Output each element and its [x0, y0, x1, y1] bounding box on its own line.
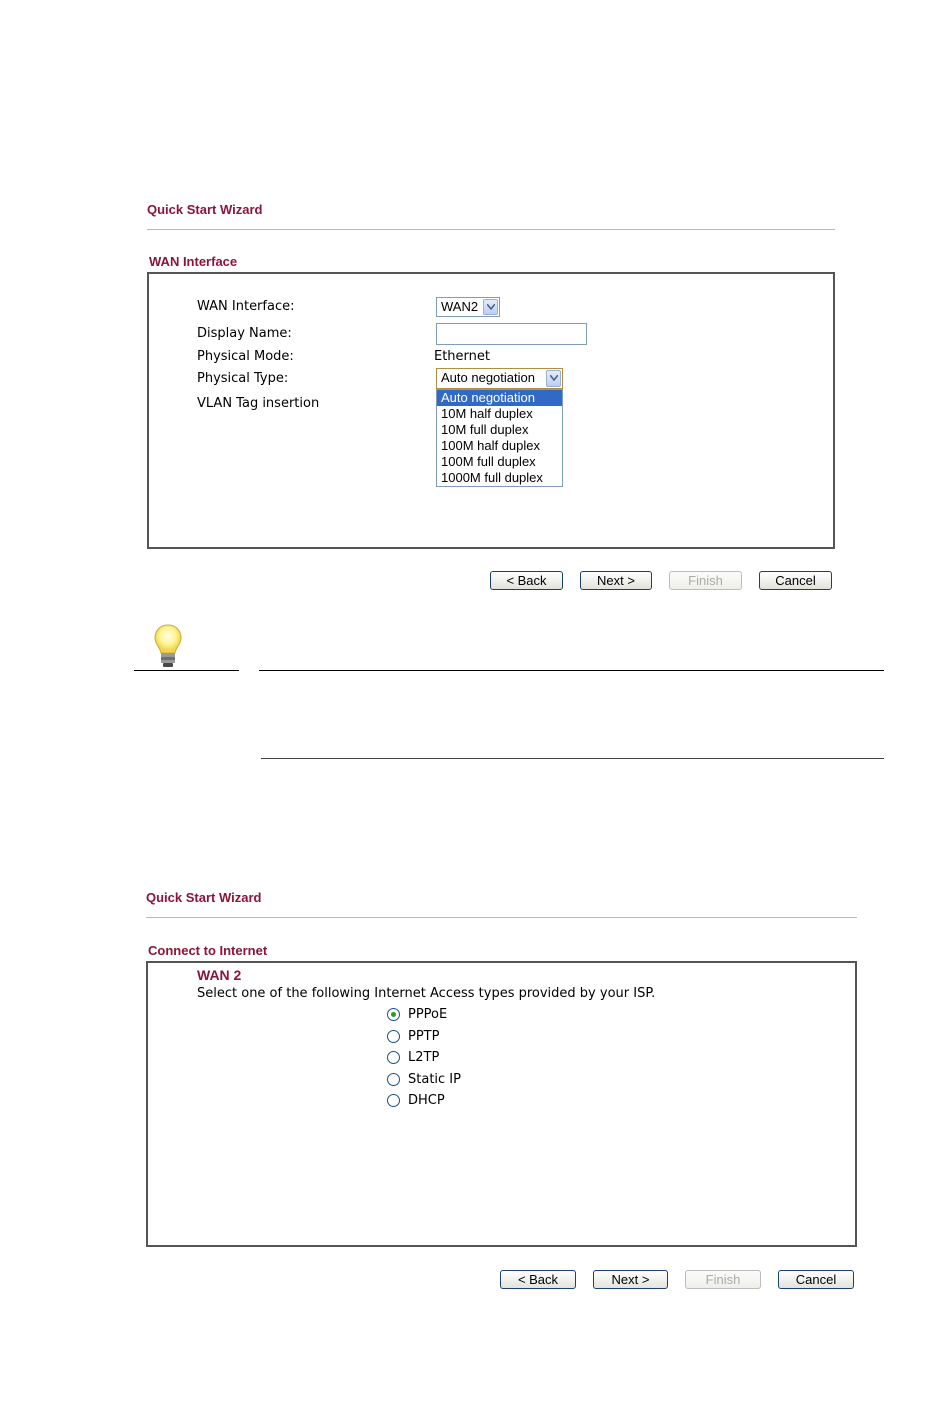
note-divider	[259, 670, 884, 671]
wan-interface-label: WAN Interface:	[197, 299, 295, 314]
physical-type-dropdown-list	[436, 389, 563, 487]
cancel-button[interactable]: Cancel	[778, 1270, 854, 1289]
wizard-title: Quick Start Wizard	[146, 890, 262, 905]
display-name-input[interactable]	[436, 323, 587, 345]
dropdown-option[interactable]: 10M full duplex	[441, 422, 529, 437]
radio-label: Static IP	[408, 1072, 461, 1087]
next-button[interactable]: Next >	[580, 571, 652, 590]
radio-pppoe[interactable]	[387, 1008, 400, 1021]
dropdown-option[interactable]: 1000M full duplex	[441, 470, 543, 485]
dropdown-option[interactable]: 100M full duplex	[441, 454, 536, 469]
title-divider	[146, 917, 857, 918]
title-divider	[147, 229, 835, 230]
radio-label: PPPoE	[408, 1007, 448, 1022]
radio-dhcp[interactable]	[387, 1094, 400, 1107]
radio-pptp[interactable]	[387, 1030, 400, 1043]
radio-l2tp[interactable]	[387, 1051, 400, 1064]
lightbulb-icon	[150, 622, 186, 670]
instruction-text: Select one of the following Internet Access types provided by your ISP.	[197, 986, 656, 1001]
physical-mode-label: Physical Mode:	[197, 349, 294, 364]
physical-type-label: Physical Type:	[197, 371, 289, 386]
physical-mode-value: Ethernet	[434, 349, 490, 364]
connect-internet-panel	[146, 961, 857, 1247]
note-divider	[134, 670, 239, 671]
radio-label: PPTP	[408, 1029, 440, 1044]
radio-static-ip[interactable]	[387, 1073, 400, 1086]
radio-label: DHCP	[408, 1093, 445, 1108]
radio-label: L2TP	[408, 1050, 440, 1065]
wan-label: WAN 2	[197, 967, 242, 983]
cancel-button[interactable]: Cancel	[759, 571, 832, 590]
section-title: Connect to Internet	[148, 943, 268, 958]
physical-type-select[interactable]	[436, 368, 563, 389]
finish-button[interactable]: Finish	[669, 571, 742, 590]
chevron-down-icon[interactable]	[483, 299, 498, 315]
back-button[interactable]: < Back	[500, 1270, 576, 1289]
dropdown-option[interactable]: 100M half duplex	[441, 438, 541, 453]
section-title: WAN Interface	[149, 254, 238, 269]
next-button[interactable]: Next >	[593, 1270, 668, 1289]
dropdown-option[interactable]: Auto negotiation	[437, 390, 562, 406]
dropdown-option[interactable]: 10M half duplex	[441, 406, 533, 421]
display-name-label: Display Name:	[197, 326, 292, 341]
chevron-down-icon[interactable]	[546, 370, 561, 387]
wan-interface-select[interactable]	[436, 297, 500, 317]
physical-type-value: Auto negotiation	[441, 370, 535, 385]
back-button[interactable]: < Back	[490, 571, 563, 590]
note-divider	[261, 758, 884, 759]
radio-selected-dot	[391, 1012, 396, 1017]
wizard-title: Quick Start Wizard	[147, 202, 263, 217]
finish-button[interactable]: Finish	[685, 1270, 761, 1289]
wan-interface-value: WAN2	[441, 299, 479, 314]
vlan-tag-label: VLAN Tag insertion	[197, 396, 320, 411]
